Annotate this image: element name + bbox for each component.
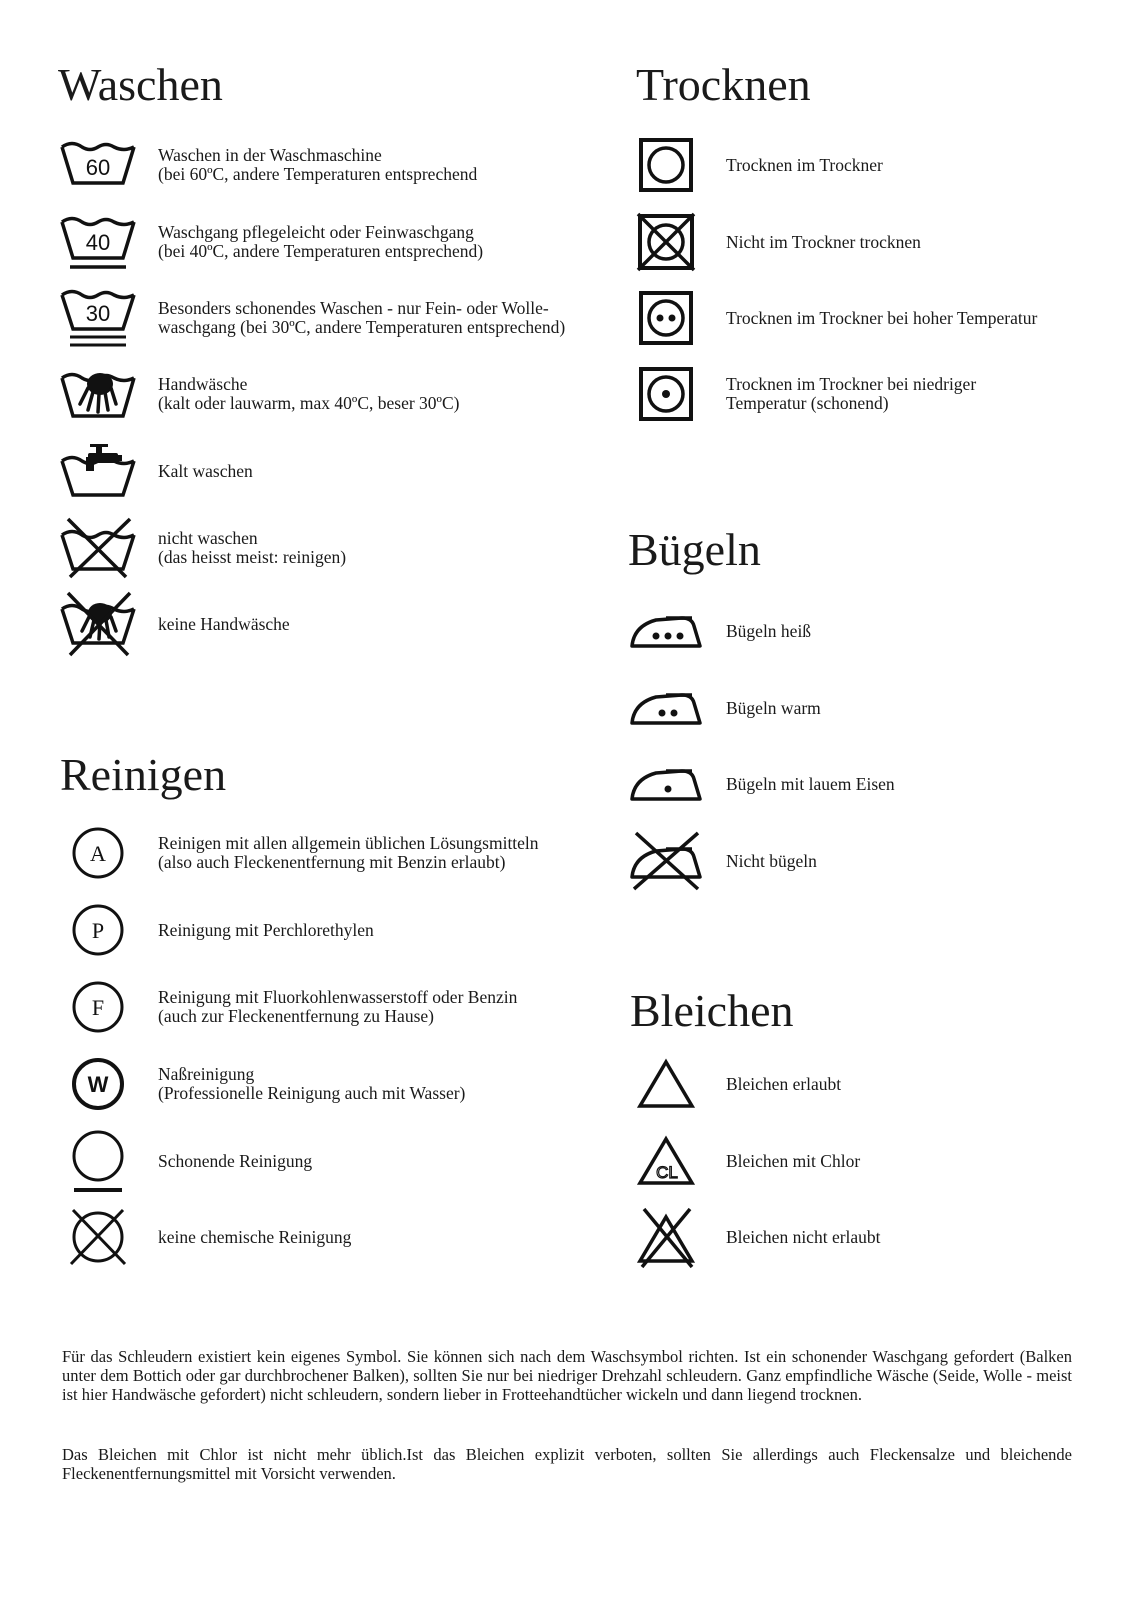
dry-clean-f-icon — [58, 972, 138, 1042]
entry-text: Nicht im Trockner trocknen — [726, 231, 921, 252]
iron-three-dots-icon — [626, 596, 706, 666]
no-hand-wash-icon — [58, 589, 138, 659]
care-entry-tumble-dry — [626, 130, 883, 200]
svg-text:P: P — [91, 918, 105, 943]
care-entry-cold-wash — [58, 436, 253, 506]
entry-text: Bügeln heiß — [726, 620, 812, 641]
wash-tub-60-icon — [58, 130, 138, 200]
care-entry-gentle-clean — [58, 1126, 312, 1196]
entry-text: nicht waschen (das heisst meist: reinigen) — [158, 528, 347, 567]
entry-text: Nicht bügeln — [726, 850, 817, 871]
wet-clean-w-icon — [58, 1049, 138, 1119]
hand-wash-icon — [58, 359, 138, 429]
care-entry-dry-clean-a — [58, 818, 539, 888]
heading-buegeln: Bügeln — [628, 524, 761, 575]
bleach-triangle-icon — [626, 1049, 706, 1119]
care-entry-bleach — [626, 1049, 841, 1119]
care-entry-wash-60 — [58, 130, 477, 200]
entry-text: keine chemische Reinigung — [158, 1226, 352, 1247]
dry-clean-p-icon — [58, 895, 138, 965]
tumble-dry-high-icon — [626, 283, 706, 353]
care-entry-no-iron — [626, 826, 817, 896]
heading-trocknen: Trocknen — [636, 59, 811, 110]
heading-reinigen: Reinigen — [60, 749, 227, 800]
entry-text: Schonende Reinigung — [158, 1150, 313, 1171]
cold-wash-faucet-icon — [58, 436, 138, 506]
tumble-dry-low-icon — [626, 359, 706, 429]
bleach-chlorine-icon — [626, 1126, 706, 1196]
svg-text:60: 60 — [85, 155, 111, 180]
svg-text:F: F — [91, 995, 105, 1020]
svg-text:30: 30 — [85, 301, 111, 326]
care-entry-no-hand-wash — [58, 589, 290, 659]
do-not-wash-icon — [58, 513, 138, 583]
do-not-tumble-dry-icon — [626, 207, 706, 277]
care-entry-tumble-dry-high — [626, 283, 1037, 353]
care-entry-dry-clean-f — [58, 972, 517, 1042]
entry-text: Handwäsche (kalt oder lauwarm, max 40ºC, beser 30ºC) — [158, 374, 460, 413]
care-entry-iron-hot — [626, 596, 811, 666]
svg-text:W: W — [87, 1072, 109, 1097]
care-entry-iron-warm — [626, 673, 821, 743]
tumble-dry-icon — [626, 130, 706, 200]
entry-text: Bügeln warm — [726, 697, 821, 718]
heading-waschen: Waschen — [58, 59, 223, 110]
care-entry-wet-clean-w — [58, 1049, 465, 1119]
care-entry-hand-wash — [58, 359, 459, 429]
care-entry-tumble-dry-low — [626, 359, 976, 429]
wash-tub-40-icon — [58, 207, 138, 277]
care-entry-wash-30 — [58, 283, 565, 353]
entry-text: keine Handwäsche — [158, 613, 290, 634]
note-spinning: Für das Schleudern existiert kein eigenes Symbol. Sie können sich nach dem Waschsymbol richten. Ist ein schonender Waschgang gefordert (Balken unter dem Bottich oder gar durchbrochener Balken), sollten Sie nur bei niedriger Drehzahl schleudern. Ganz empfindliche Wäsche (Seide, Wolle - meist ist hier Handwäsche gefordert) nicht schleudern, sondern lieber in Frotteehandtücher wickeln und dann liegend trocknen. — [62, 1347, 1072, 1404]
entry-text: Bleichen mit Chlor — [726, 1150, 861, 1171]
entry-text: Bleichen nicht erlaubt — [726, 1226, 881, 1247]
entry-text: Reinigung mit Perchlorethylen — [158, 919, 374, 940]
svg-text:CL: CL — [656, 1163, 678, 1182]
svg-text:40: 40 — [85, 230, 111, 255]
iron-two-dots-icon — [626, 673, 706, 743]
entry-text: Bügeln mit lauem Eisen — [726, 773, 895, 794]
care-entry-no-tumble-dry — [626, 207, 921, 277]
entry-text: Trocknen im Trockner bei niedriger Temperatur (schonend) — [726, 374, 977, 413]
care-entry-bleach-chlorine — [626, 1126, 860, 1196]
do-not-bleach-icon — [626, 1202, 706, 1272]
care-entry-iron-low — [626, 749, 895, 819]
entry-text: Besonders schonendes Waschen - nur Fein- oder Wolle- waschgang (bei 30ºC, andere Temperaturen entsprechend) — [158, 298, 566, 337]
iron-one-dot-icon — [626, 749, 706, 819]
do-not-iron-icon — [626, 826, 706, 896]
note-bleaching: Das Bleichen mit Chlor ist nicht mehr üblich.Ist das Bleichen explizit verboten, sollten Sie allerdings auch Fleckensalze und bleichende Fleckenentfernungsmittel mit Vorsicht verwenden. — [62, 1445, 1072, 1483]
entry-text: Waschen in der Waschmaschine (bei 60ºC, andere Temperaturen entsprechend — [158, 145, 478, 184]
do-not-dry-clean-icon — [58, 1202, 138, 1272]
entry-text: Bleichen erlaubt — [726, 1073, 842, 1094]
entry-text: Reinigung mit Fluorkohlenwasserstoff oder Benzin (auch zur Fleckenentfernung zu Hause) — [158, 987, 518, 1026]
entry-text: Trocknen im Trockner bei hoher Temperatur — [726, 307, 1038, 328]
care-entry-wash-40 — [58, 207, 483, 277]
care-entry-no-bleach — [626, 1202, 881, 1272]
wash-tub-30-double-bar-icon — [58, 283, 138, 353]
svg-text:A: A — [90, 841, 106, 866]
dry-clean-a-icon — [58, 818, 138, 888]
entry-text: Reinigen mit allen allgemein üblichen Lösungsmitteln (also auch Fleckenentfernung mit Benzin erlaubt) — [158, 833, 539, 872]
care-entry-dry-clean-p — [58, 895, 374, 965]
care-entry-do-not-wash — [58, 513, 346, 583]
care-entry-no-dry-clean — [58, 1202, 351, 1272]
gentle-clean-circle-icon — [58, 1126, 138, 1196]
entry-text: Waschgang pflegeleicht oder Feinwaschgang (bei 40ºC, andere Temperaturen entsprechend) — [158, 222, 484, 261]
entry-text: Trocknen im Trockner — [726, 154, 883, 175]
entry-text: Naßreinigung (Professionelle Reinigung auch mit Wasser) — [158, 1064, 466, 1103]
entry-text: Kalt waschen — [158, 460, 253, 481]
heading-bleichen: Bleichen — [630, 985, 794, 1036]
